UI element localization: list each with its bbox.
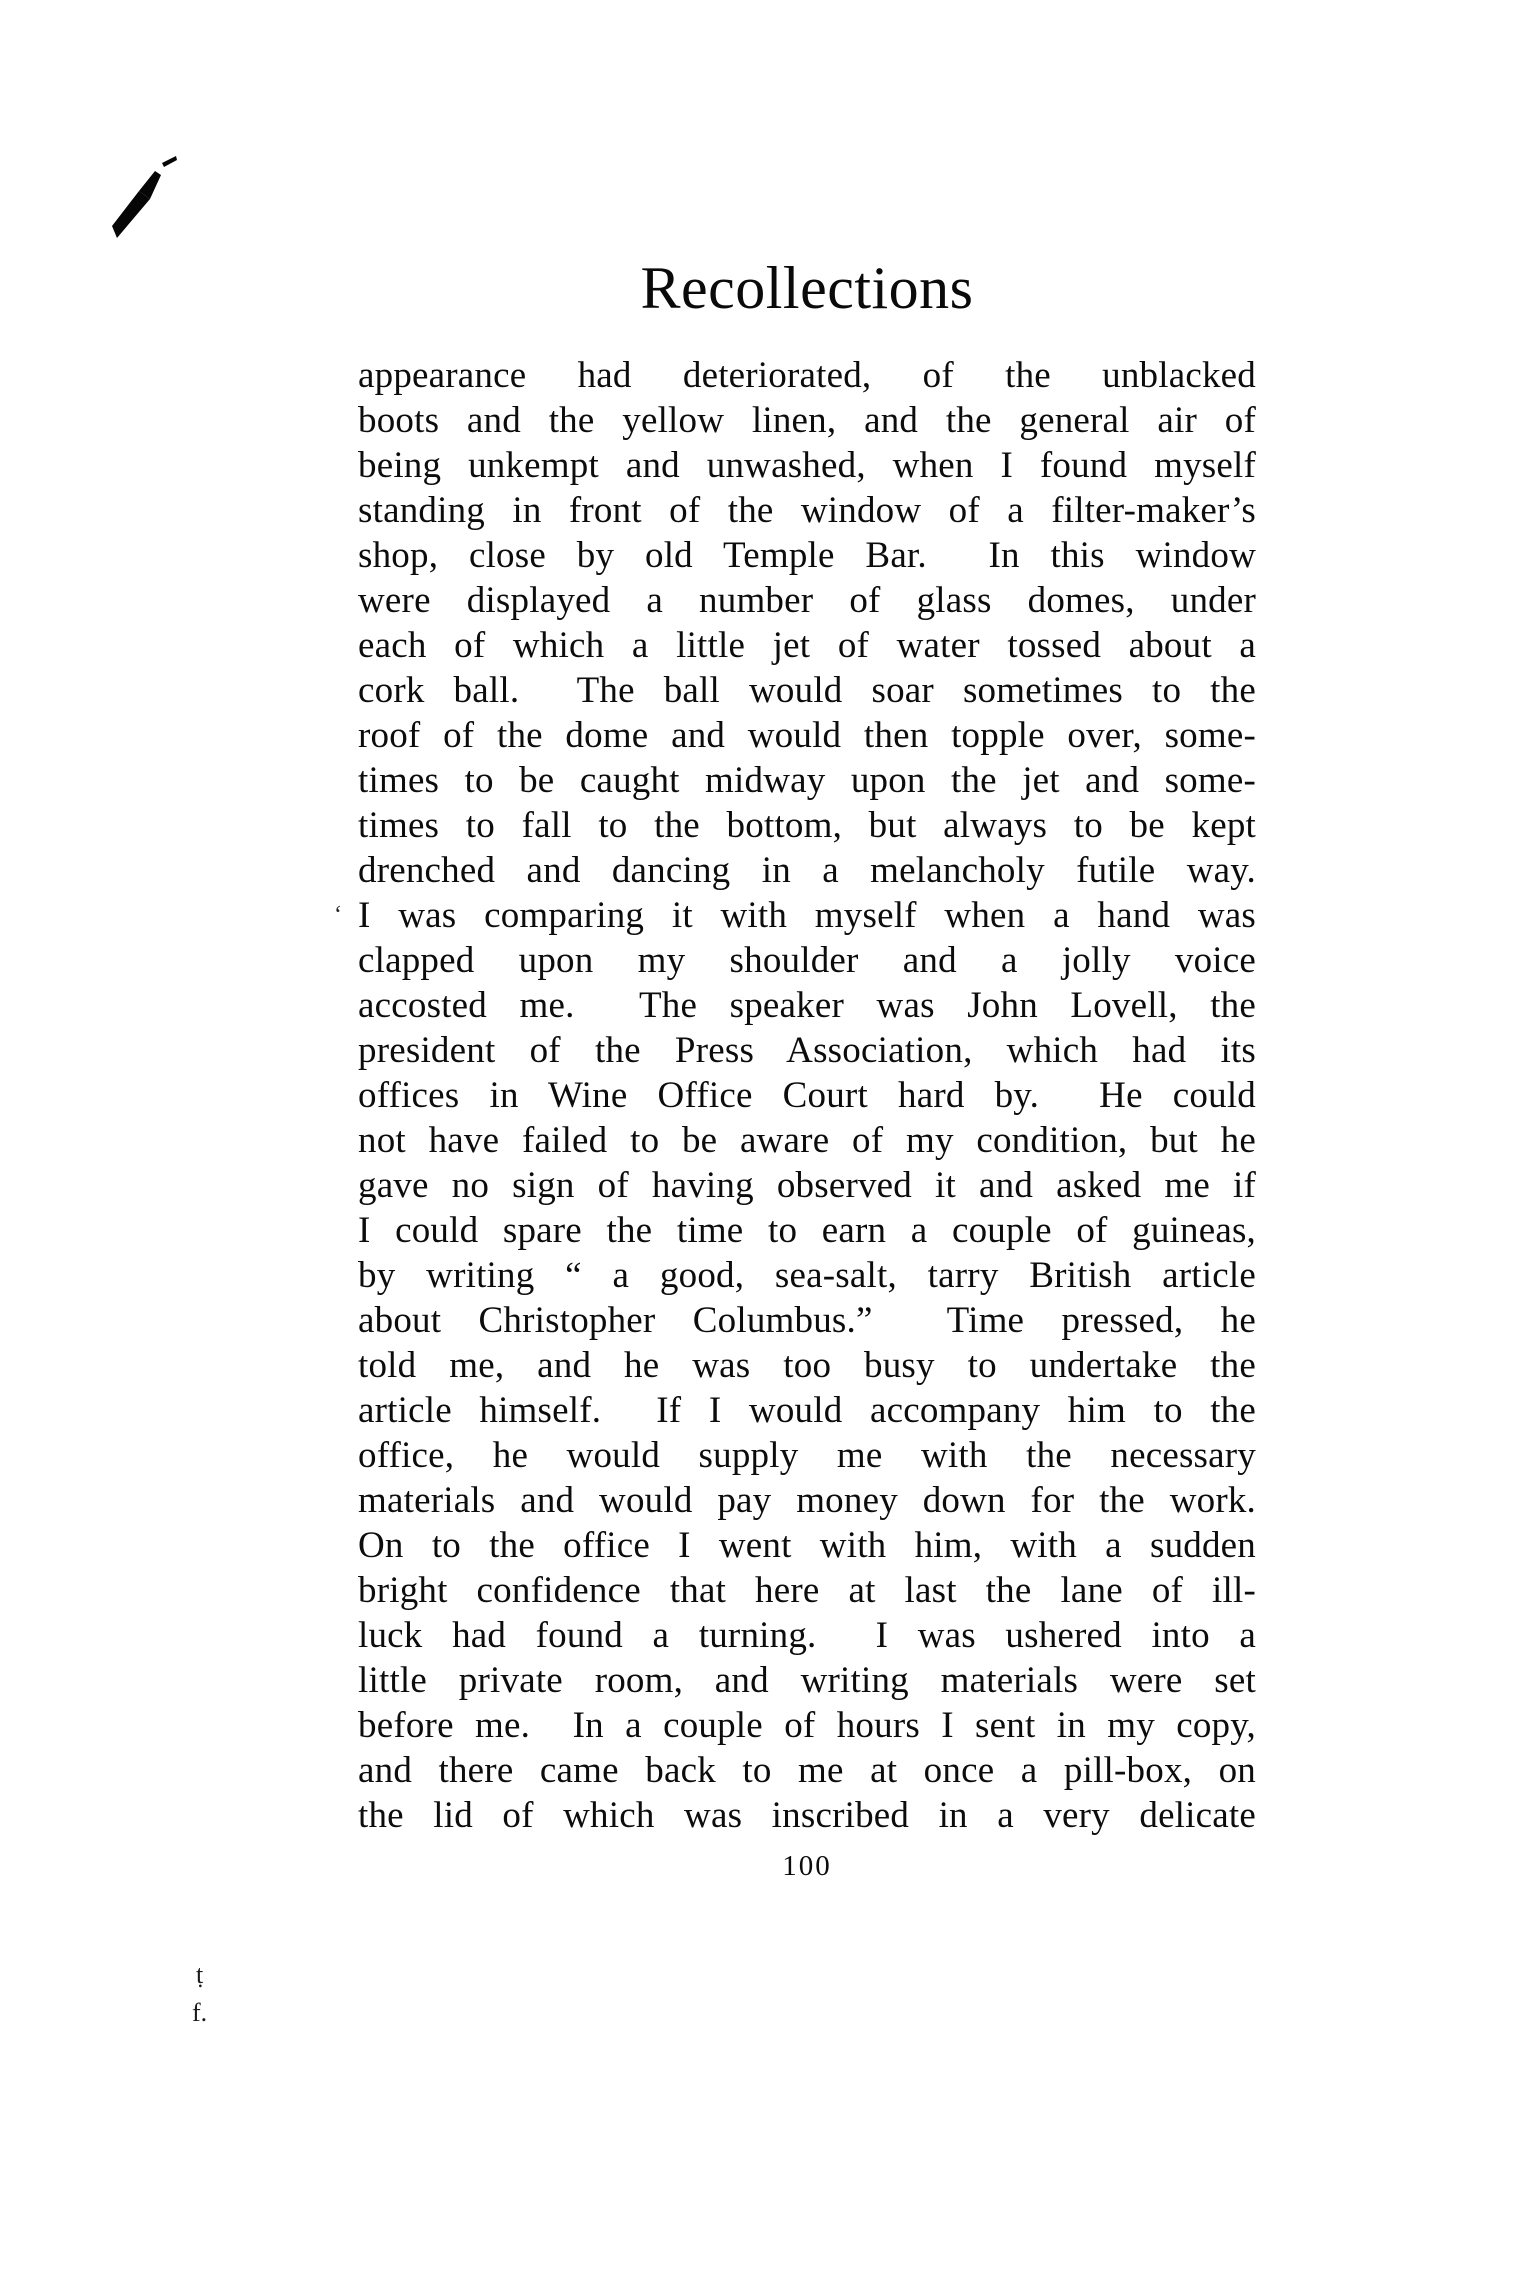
text-line: and there came back to me at once a pill-box, on	[358, 1750, 1256, 1791]
text-line: shop, close by old Temple Bar. In this window	[358, 535, 1256, 576]
pen-stroke-mark	[112, 148, 192, 243]
body-text-block	[358, 353, 1256, 1838]
text-line: I could spare the time to earn a couple of guineas,	[358, 1210, 1256, 1251]
text-line: drenched and dancing in a melancholy futile way.	[358, 850, 1256, 891]
text-line: materials and would pay money down for the work.	[358, 1480, 1256, 1521]
text-line: offices in Wine Office Court hard by. He could	[358, 1075, 1256, 1116]
text-line: gave no sign of having observed it and asked me if	[358, 1165, 1256, 1206]
text-line: about Christopher Columbus.” Time pressed, he	[358, 1300, 1256, 1341]
text-line: before me. In a couple of hours I sent in my copy,	[358, 1705, 1256, 1746]
text-line: article himself. If I would accompany him to the	[358, 1390, 1256, 1431]
ink-speck-bottom: f.	[192, 1998, 208, 2027]
text-line: little private room, and writing materials were set	[358, 1660, 1256, 1701]
text-line: each of which a little jet of water tossed about a	[358, 625, 1256, 666]
text-line: appearance had deteriorated, of the unblacked	[358, 355, 1256, 396]
text-line: told me, and he was too busy to undertake the	[358, 1345, 1256, 1386]
text-line: by writing “ a good, sea-salt, tarry British article	[358, 1255, 1256, 1296]
text-line: were displayed a number of glass domes, under	[358, 580, 1256, 621]
text-line: I was comparing it with myself when a hand was	[358, 895, 1256, 936]
text-line: roof of the dome and would then topple over, some-	[358, 715, 1256, 756]
text-line: clapped upon my shoulder and a jolly voice	[358, 940, 1256, 981]
text-line: luck had found a turning. I was ushered into a	[358, 1615, 1256, 1656]
text-line: times to fall to the bottom, but always to be kept	[358, 805, 1256, 846]
text-line: president of the Press Association, which had its	[358, 1030, 1256, 1071]
text-line: office, he would supply me with the necessary	[358, 1435, 1256, 1476]
text-line: boots and the yellow linen, and the general air of	[358, 400, 1256, 441]
margin-tick-mark: ʻ	[334, 902, 342, 928]
text-line: the lid of which was inscribed in a very delicate	[358, 1795, 1256, 1836]
text-line: bright confidence that here at last the lane of ill-	[358, 1570, 1256, 1611]
text-line: times to be caught midway upon the jet and some-	[358, 760, 1256, 801]
text-line: On to the office I went with him, with a sudden	[358, 1525, 1256, 1566]
text-line: standing in front of the window of a filter-maker’s	[358, 490, 1256, 531]
text-line: not have failed to be aware of my condition, but he	[358, 1120, 1256, 1161]
page-title: Recollections	[640, 255, 974, 321]
ink-speck-top: ṭ	[196, 1960, 204, 1989]
text-line: accosted me. The speaker was John Lovell, the	[358, 985, 1256, 1026]
page-number: 100	[782, 1850, 832, 1882]
text-line: being unkempt and unwashed, when I found myself	[358, 445, 1256, 486]
text-line: cork ball. The ball would soar sometimes to the	[358, 670, 1256, 711]
